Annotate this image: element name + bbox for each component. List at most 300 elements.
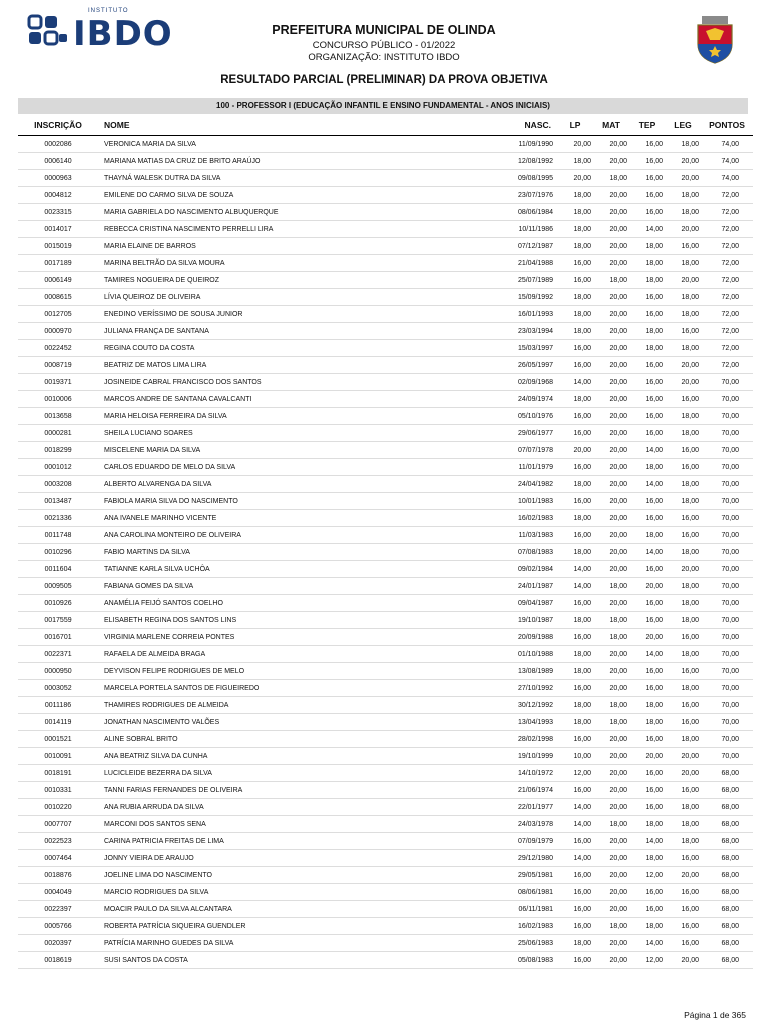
- organizacao-line: ORGANIZAÇÃO: INSTITUTO IBDO: [308, 52, 460, 63]
- cell-nome: DEYVISON FELIPE RODRIGUES DE MELO: [98, 663, 489, 680]
- cell-mat: 20,00: [593, 952, 629, 969]
- cell-inscricao: 0008719: [18, 357, 98, 374]
- cell-nasc: 21/06/1974: [489, 782, 557, 799]
- cell-inscricao: 0015019: [18, 238, 98, 255]
- cell-lp: 16,00: [557, 731, 593, 748]
- cell-inscricao: 0014119: [18, 714, 98, 731]
- cell-leg: 18,00: [665, 612, 701, 629]
- cell-lp: 16,00: [557, 527, 593, 544]
- cell-tep: 16,00: [629, 884, 665, 901]
- cell-mat: 20,00: [593, 850, 629, 867]
- cell-lp: 18,00: [557, 612, 593, 629]
- cell-inscricao: 0004812: [18, 187, 98, 204]
- logo-big-text: IBDO: [73, 14, 173, 54]
- table-row: [18, 306, 753, 323]
- cell-nasc: 07/09/1979: [489, 833, 557, 850]
- cell-nome: FABIANA GOMES DA SILVA: [98, 578, 489, 595]
- cell-lp: 16,00: [557, 884, 593, 901]
- cell-nome: JOSINEIDE CABRAL FRANCISCO DOS SANTOS: [98, 374, 489, 391]
- cell-mat: 20,00: [593, 323, 629, 340]
- cell-leg: 18,00: [665, 476, 701, 493]
- cell-inscricao: 0001012: [18, 459, 98, 476]
- table-row: [18, 221, 753, 238]
- cell-nasc: 10/01/1983: [489, 493, 557, 510]
- results-body: [18, 136, 753, 969]
- table-row: [18, 340, 753, 357]
- cell-inscricao: 0012705: [18, 306, 98, 323]
- cell-leg: 20,00: [665, 867, 701, 884]
- cell-leg: 16,00: [665, 323, 701, 340]
- cell-leg: 20,00: [665, 272, 701, 289]
- cell-nome: SUSI SANTOS DA COSTA: [98, 952, 489, 969]
- cell-inscricao: 0023315: [18, 204, 98, 221]
- cell-tep: 12,00: [629, 867, 665, 884]
- cell-pontos: 70,00: [701, 374, 753, 391]
- cell-lp: 18,00: [557, 544, 593, 561]
- cell-leg: 18,00: [665, 578, 701, 595]
- cell-lp: 18,00: [557, 935, 593, 952]
- cell-tep: 18,00: [629, 340, 665, 357]
- cell-nome: LÍVIA QUEIROZ DE OLIVEIRA: [98, 289, 489, 306]
- cell-mat: 20,00: [593, 374, 629, 391]
- cell-nasc: 29/06/1977: [489, 425, 557, 442]
- col-pontos: PONTOS: [701, 115, 753, 136]
- cell-inscricao: 0010926: [18, 595, 98, 612]
- cell-inscricao: 0022523: [18, 833, 98, 850]
- cell-nasc: 24/03/1978: [489, 816, 557, 833]
- cell-pontos: 70,00: [701, 731, 753, 748]
- table-row: [18, 170, 753, 187]
- cell-nome: BEATRIZ DE MATOS LIMA LIRA: [98, 357, 489, 374]
- cell-nasc: 22/01/1977: [489, 799, 557, 816]
- cell-leg: 16,00: [665, 510, 701, 527]
- cell-nome: REGINA COUTO DA COSTA: [98, 340, 489, 357]
- cell-lp: 18,00: [557, 663, 593, 680]
- cell-tep: 16,00: [629, 170, 665, 187]
- cell-mat: 20,00: [593, 442, 629, 459]
- table-row: [18, 833, 753, 850]
- cell-tep: 18,00: [629, 918, 665, 935]
- cell-pontos: 68,00: [701, 935, 753, 952]
- cell-nome: LUCICLEIDE BEZERRA DA SILVA: [98, 765, 489, 782]
- cell-mat: 20,00: [593, 408, 629, 425]
- cell-pontos: 72,00: [701, 238, 753, 255]
- cell-mat: 18,00: [593, 714, 629, 731]
- cell-mat: 20,00: [593, 289, 629, 306]
- cell-inscricao: 0022397: [18, 901, 98, 918]
- table-row: [18, 527, 753, 544]
- cell-lp: 18,00: [557, 476, 593, 493]
- cell-tep: 16,00: [629, 153, 665, 170]
- cell-mat: 20,00: [593, 306, 629, 323]
- cell-leg: 16,00: [665, 884, 701, 901]
- cell-pontos: 70,00: [701, 578, 753, 595]
- cell-lp: 16,00: [557, 255, 593, 272]
- col-mat: MAT: [593, 115, 629, 136]
- cell-inscricao: 0000281: [18, 425, 98, 442]
- cell-pontos: 70,00: [701, 680, 753, 697]
- table-row: [18, 357, 753, 374]
- cell-lp: 18,00: [557, 391, 593, 408]
- cell-mat: 20,00: [593, 459, 629, 476]
- cell-nasc: 07/07/1978: [489, 442, 557, 459]
- cell-leg: 16,00: [665, 714, 701, 731]
- cell-tep: 18,00: [629, 850, 665, 867]
- cell-tep: 16,00: [629, 799, 665, 816]
- cell-nasc: 08/06/1984: [489, 204, 557, 221]
- cell-pontos: 68,00: [701, 884, 753, 901]
- cell-nome: FABIO MARTINS DA SILVA: [98, 544, 489, 561]
- cell-nome: ANA BEATRIZ SILVA DA CUNHA: [98, 748, 489, 765]
- cell-inscricao: 0000950: [18, 663, 98, 680]
- cell-nome: ALINE SOBRAL BRITO: [98, 731, 489, 748]
- table-row: [18, 510, 753, 527]
- cell-leg: 18,00: [665, 833, 701, 850]
- cell-inscricao: 0018876: [18, 867, 98, 884]
- cell-leg: 16,00: [665, 918, 701, 935]
- cell-nasc: 12/08/1992: [489, 153, 557, 170]
- cell-inscricao: 0022452: [18, 340, 98, 357]
- cell-nasc: 24/04/1982: [489, 476, 557, 493]
- cell-pontos: 70,00: [701, 714, 753, 731]
- cell-leg: 18,00: [665, 544, 701, 561]
- cell-nome: JULIANA FRANÇA DE SANTANA: [98, 323, 489, 340]
- cell-inscricao: 0006140: [18, 153, 98, 170]
- cell-mat: 20,00: [593, 510, 629, 527]
- cell-leg: 16,00: [665, 901, 701, 918]
- cell-inscricao: 0007464: [18, 850, 98, 867]
- cell-nasc: 16/02/1983: [489, 918, 557, 935]
- cell-nasc: 06/11/1981: [489, 901, 557, 918]
- cell-pontos: 72,00: [701, 187, 753, 204]
- cell-nome: PATRÍCIA MARINHO GUEDES DA SILVA: [98, 935, 489, 952]
- cell-leg: 18,00: [665, 340, 701, 357]
- table-row: [18, 442, 753, 459]
- cell-tep: 18,00: [629, 272, 665, 289]
- cell-leg: 18,00: [665, 425, 701, 442]
- cell-tep: 18,00: [629, 238, 665, 255]
- cell-nasc: 29/12/1980: [489, 850, 557, 867]
- table-row: [18, 255, 753, 272]
- table-row: [18, 731, 753, 748]
- cell-nasc: 15/03/1997: [489, 340, 557, 357]
- cell-inscricao: 0010006: [18, 391, 98, 408]
- col-tep: TEP: [629, 115, 665, 136]
- cell-nasc: 20/09/1988: [489, 629, 557, 646]
- cell-mat: 20,00: [593, 782, 629, 799]
- cell-nasc: 19/10/1999: [489, 748, 557, 765]
- cell-inscricao: 0010220: [18, 799, 98, 816]
- table-row: [18, 629, 753, 646]
- cell-pontos: 70,00: [701, 663, 753, 680]
- cell-pontos: 70,00: [701, 493, 753, 510]
- cell-inscricao: 0003208: [18, 476, 98, 493]
- cell-inscricao: 0018191: [18, 765, 98, 782]
- table-row: [18, 289, 753, 306]
- cell-lp: 16,00: [557, 867, 593, 884]
- cell-leg: 18,00: [665, 646, 701, 663]
- cell-inscricao: 0005766: [18, 918, 98, 935]
- cell-nasc: 02/09/1968: [489, 374, 557, 391]
- table-header-row: [18, 115, 753, 136]
- olinda-crest-icon: [694, 16, 736, 64]
- cell-pontos: 70,00: [701, 646, 753, 663]
- cell-lp: 16,00: [557, 595, 593, 612]
- cell-tep: 16,00: [629, 782, 665, 799]
- cell-leg: 18,00: [665, 306, 701, 323]
- cell-inscricao: 0018619: [18, 952, 98, 969]
- table-row: [18, 561, 753, 578]
- cell-leg: 18,00: [665, 204, 701, 221]
- cell-pontos: 72,00: [701, 272, 753, 289]
- cell-nasc: 23/03/1994: [489, 323, 557, 340]
- cell-tep: 14,00: [629, 833, 665, 850]
- cell-mat: 18,00: [593, 629, 629, 646]
- cell-pontos: 68,00: [701, 782, 753, 799]
- cell-nome: CARINA PATRICIA FREITAS DE LIMA: [98, 833, 489, 850]
- cell-pontos: 70,00: [701, 612, 753, 629]
- cell-tep: 14,00: [629, 544, 665, 561]
- cell-tep: 16,00: [629, 391, 665, 408]
- cell-nome: MARCOS ANDRE DE SANTANA CAVALCANTI: [98, 391, 489, 408]
- cell-leg: 16,00: [665, 459, 701, 476]
- cell-tep: 16,00: [629, 612, 665, 629]
- cell-mat: 20,00: [593, 187, 629, 204]
- table-row: [18, 952, 753, 969]
- cell-leg: 18,00: [665, 408, 701, 425]
- table-row: [18, 935, 753, 952]
- cell-mat: 18,00: [593, 170, 629, 187]
- cell-inscricao: 0000963: [18, 170, 98, 187]
- cell-lp: 16,00: [557, 408, 593, 425]
- cell-nome: MARIA ELAINE DE BARROS: [98, 238, 489, 255]
- cell-nasc: 13/08/1989: [489, 663, 557, 680]
- cell-mat: 20,00: [593, 765, 629, 782]
- cell-nasc: 09/08/1995: [489, 170, 557, 187]
- cell-pontos: 70,00: [701, 442, 753, 459]
- cell-lp: 20,00: [557, 136, 593, 153]
- cell-mat: 20,00: [593, 357, 629, 374]
- cell-mat: 20,00: [593, 748, 629, 765]
- cell-pontos: 70,00: [701, 544, 753, 561]
- cell-mat: 20,00: [593, 544, 629, 561]
- cell-lp: 14,00: [557, 374, 593, 391]
- cell-nome: TANNI FARIAS FERNANDES DE OLIVEIRA: [98, 782, 489, 799]
- cell-pontos: 70,00: [701, 527, 753, 544]
- cell-mat: 20,00: [593, 799, 629, 816]
- cell-nasc: 24/09/1974: [489, 391, 557, 408]
- cell-nome: MARINA BELTRÃO DA SILVA MOURA: [98, 255, 489, 272]
- cell-nome: JOELINE LIMA DO NASCIMENTO: [98, 867, 489, 884]
- cell-nasc: 28/02/1998: [489, 731, 557, 748]
- table-row: [18, 748, 753, 765]
- col-leg: LEG: [665, 115, 701, 136]
- cell-lp: 18,00: [557, 646, 593, 663]
- cell-inscricao: 0009505: [18, 578, 98, 595]
- cell-nasc: 09/02/1984: [489, 561, 557, 578]
- cell-lp: 10,00: [557, 748, 593, 765]
- logo-small-text: INSTITUTO: [88, 8, 129, 14]
- cell-pontos: 68,00: [701, 867, 753, 884]
- cell-inscricao: 0010091: [18, 748, 98, 765]
- cell-leg: 18,00: [665, 680, 701, 697]
- cell-nasc: 07/08/1983: [489, 544, 557, 561]
- cell-leg: 20,00: [665, 561, 701, 578]
- cell-pontos: 70,00: [701, 561, 753, 578]
- cell-nasc: 27/10/1992: [489, 680, 557, 697]
- table-row: [18, 901, 753, 918]
- cell-nasc: 05/10/1976: [489, 408, 557, 425]
- cell-tep: 16,00: [629, 663, 665, 680]
- cell-inscricao: 0020397: [18, 935, 98, 952]
- cell-tep: 16,00: [629, 425, 665, 442]
- cell-leg: 18,00: [665, 493, 701, 510]
- cell-lp: 16,00: [557, 918, 593, 935]
- cell-nome: ENEDINO VERÍSSIMO DE SOUSA JUNIOR: [98, 306, 489, 323]
- cell-tep: 16,00: [629, 408, 665, 425]
- cell-nome: FABIOLA MARIA SILVA DO NASCIMENTO: [98, 493, 489, 510]
- cell-inscricao: 0016701: [18, 629, 98, 646]
- cell-pontos: 72,00: [701, 289, 753, 306]
- cell-inscricao: 0006149: [18, 272, 98, 289]
- cell-lp: 18,00: [557, 306, 593, 323]
- table-row: [18, 799, 753, 816]
- cell-tep: 16,00: [629, 306, 665, 323]
- table-row: [18, 272, 753, 289]
- cell-nasc: 07/12/1987: [489, 238, 557, 255]
- cell-mat: 20,00: [593, 833, 629, 850]
- cargo-header-bar: 100 - PROFESSOR I (EDUCAÇÃO INFANTIL E ENSINO FUNDAMENTAL - ANOS INICIAIS): [18, 98, 748, 114]
- table-row: [18, 374, 753, 391]
- cell-pontos: 72,00: [701, 255, 753, 272]
- cell-nome: MISCELENE MARIA DA SILVA: [98, 442, 489, 459]
- table-row: [18, 884, 753, 901]
- cell-tep: 16,00: [629, 765, 665, 782]
- cell-leg: 20,00: [665, 952, 701, 969]
- cell-lp: 18,00: [557, 697, 593, 714]
- cell-tep: 16,00: [629, 493, 665, 510]
- cell-nome: MARIA HELOISA FERREIRA DA SILVA: [98, 408, 489, 425]
- cell-inscricao: 0001521: [18, 731, 98, 748]
- cell-pontos: 70,00: [701, 595, 753, 612]
- table-row: [18, 663, 753, 680]
- cell-mat: 18,00: [593, 272, 629, 289]
- cell-lp: 14,00: [557, 561, 593, 578]
- cell-nasc: 01/10/1988: [489, 646, 557, 663]
- cell-nasc: 25/07/1989: [489, 272, 557, 289]
- cell-mat: 20,00: [593, 221, 629, 238]
- table-row: [18, 918, 753, 935]
- cell-pontos: 72,00: [701, 306, 753, 323]
- cell-inscricao: 0011748: [18, 527, 98, 544]
- table-row: [18, 697, 753, 714]
- cell-inscricao: 0010296: [18, 544, 98, 561]
- cell-mat: 18,00: [593, 578, 629, 595]
- cell-mat: 20,00: [593, 935, 629, 952]
- page-number: Página 1 de 365: [684, 1010, 746, 1020]
- cell-mat: 20,00: [593, 136, 629, 153]
- cell-leg: 20,00: [665, 765, 701, 782]
- cell-pontos: 68,00: [701, 799, 753, 816]
- cell-leg: 18,00: [665, 595, 701, 612]
- cell-pontos: 74,00: [701, 170, 753, 187]
- cell-pontos: 72,00: [701, 204, 753, 221]
- cell-leg: 20,00: [665, 374, 701, 391]
- cell-pontos: 68,00: [701, 901, 753, 918]
- table-row: [18, 765, 753, 782]
- cell-mat: 20,00: [593, 527, 629, 544]
- cell-tep: 14,00: [629, 476, 665, 493]
- cell-inscricao: 0010331: [18, 782, 98, 799]
- cell-lp: 18,00: [557, 510, 593, 527]
- cell-tep: 18,00: [629, 255, 665, 272]
- cell-nome: SHEILA LUCIANO SOARES: [98, 425, 489, 442]
- table-row: [18, 646, 753, 663]
- cell-tep: 16,00: [629, 204, 665, 221]
- cell-mat: 20,00: [593, 561, 629, 578]
- cell-leg: 16,00: [665, 391, 701, 408]
- cell-tep: 16,00: [629, 374, 665, 391]
- cell-lp: 18,00: [557, 221, 593, 238]
- table-row: [18, 476, 753, 493]
- cell-tep: 18,00: [629, 714, 665, 731]
- cell-nome: MARIANA MATIAS DA CRUZ DE BRITO ARAÚJO: [98, 153, 489, 170]
- cell-inscricao: 0007707: [18, 816, 98, 833]
- cell-nasc: 11/03/1983: [489, 527, 557, 544]
- cell-inscricao: 0013487: [18, 493, 98, 510]
- cell-nasc: 24/01/1987: [489, 578, 557, 595]
- cell-mat: 20,00: [593, 680, 629, 697]
- cell-lp: 18,00: [557, 187, 593, 204]
- cell-leg: 16,00: [665, 850, 701, 867]
- cell-lp: 12,00: [557, 765, 593, 782]
- cell-leg: 18,00: [665, 799, 701, 816]
- cell-nome: JONATHAN NASCIMENTO VALÕES: [98, 714, 489, 731]
- cell-nasc: 14/10/1972: [489, 765, 557, 782]
- cell-leg: 18,00: [665, 731, 701, 748]
- cell-lp: 16,00: [557, 629, 593, 646]
- cell-leg: 20,00: [665, 221, 701, 238]
- table-row: [18, 612, 753, 629]
- cell-pontos: 70,00: [701, 697, 753, 714]
- col-nasc: NASC.: [489, 115, 557, 136]
- cell-mat: 20,00: [593, 255, 629, 272]
- cell-inscricao: 0014017: [18, 221, 98, 238]
- table-row: [18, 782, 753, 799]
- cell-nasc: 09/04/1987: [489, 595, 557, 612]
- cell-leg: 18,00: [665, 255, 701, 272]
- cell-leg: 16,00: [665, 442, 701, 459]
- cell-tep: 16,00: [629, 680, 665, 697]
- cell-lp: 14,00: [557, 799, 593, 816]
- cell-pontos: 68,00: [701, 918, 753, 935]
- cell-tep: 20,00: [629, 578, 665, 595]
- cell-tep: 18,00: [629, 323, 665, 340]
- cell-mat: 20,00: [593, 425, 629, 442]
- cell-nasc: 23/07/1976: [489, 187, 557, 204]
- table-row: [18, 238, 753, 255]
- cell-nome: THAYNÁ WALESK DUTRA DA SILVA: [98, 170, 489, 187]
- cell-inscricao: 0019371: [18, 374, 98, 391]
- table-row: [18, 714, 753, 731]
- cell-tep: 18,00: [629, 816, 665, 833]
- cell-mat: 20,00: [593, 153, 629, 170]
- table-row: [18, 204, 753, 221]
- cell-mat: 18,00: [593, 816, 629, 833]
- cell-mat: 18,00: [593, 697, 629, 714]
- cell-pontos: 70,00: [701, 476, 753, 493]
- col-lp: LP: [557, 115, 593, 136]
